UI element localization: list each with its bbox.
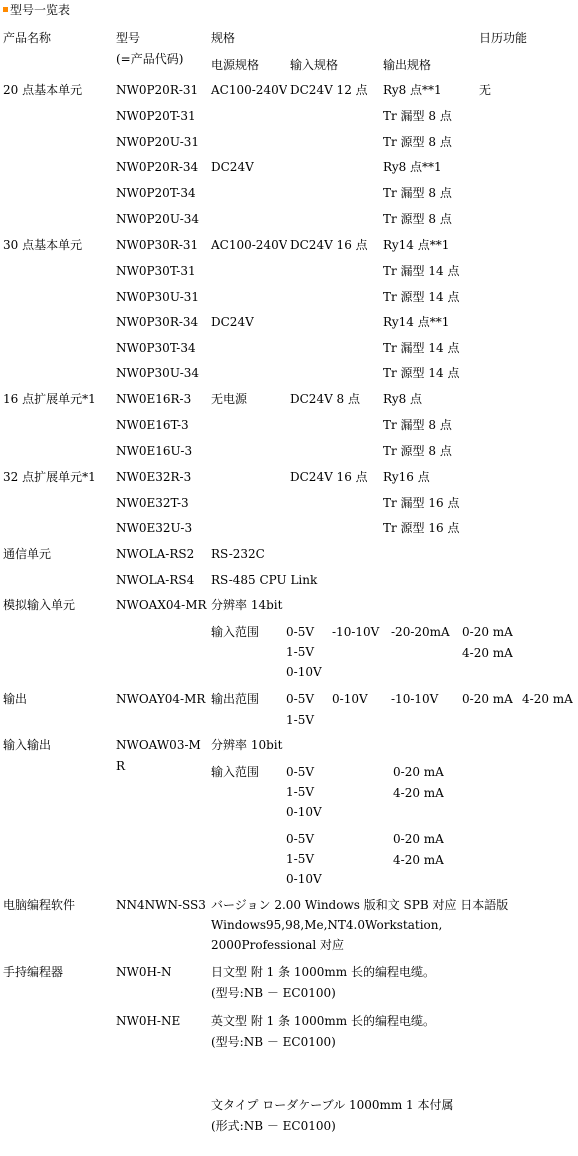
table-cell	[0, 231, 112, 384]
table-title	[3, 3, 70, 17]
table-cell	[380, 102, 475, 127]
cell-text: Tr 漏型 14 点	[383, 341, 460, 355]
cell-text: Tr 漏型 8 点	[383, 109, 452, 123]
table-cell	[208, 891, 578, 957]
cell-text: Tr 源型 8 点	[383, 212, 452, 226]
cell-text: R	[116, 759, 126, 773]
table-cell	[208, 540, 578, 565]
table-cell	[208, 566, 578, 590]
table-cell	[380, 231, 475, 256]
cell-text: 手持编程器	[3, 965, 64, 979]
table-cell	[390, 758, 578, 824]
table-cell	[0, 385, 112, 462]
table-cell	[208, 76, 286, 152]
cell-text: RS-485 CPU Link	[211, 573, 318, 587]
table-cell	[208, 958, 578, 1006]
cell-text: 电脑编程软件	[3, 898, 76, 912]
table-cell	[208, 731, 578, 757]
cell-text: 1-5V	[286, 713, 314, 727]
table-cell	[113, 958, 207, 1006]
table-cell	[388, 618, 458, 684]
cell-text: 输入范围	[211, 625, 260, 639]
table-cell	[113, 1007, 207, 1156]
table-cell	[113, 591, 207, 684]
cell-text: Windows95,98,Me,NT4.0Workstation,	[211, 918, 443, 932]
cell-text: DC24V 8 点	[290, 392, 361, 406]
table-cell	[113, 566, 207, 590]
cell-text: 0-10V	[286, 805, 322, 819]
cell-text: Ry8 点**1	[383, 160, 442, 174]
table-cell	[287, 463, 379, 539]
table-cell	[0, 24, 112, 75]
table-cell	[0, 891, 112, 957]
cell-text: NWOAW03-M	[116, 738, 201, 752]
table-cell	[380, 308, 475, 333]
cell-text: NW0P30T-31	[116, 264, 196, 278]
table-cell	[380, 179, 475, 204]
table-cell	[287, 385, 379, 462]
cell-text: 0-20 mA	[393, 765, 444, 779]
cell-text: 16 点扩展单元*1	[3, 392, 96, 406]
table-cell	[390, 825, 578, 890]
cell-text: Tr 源型 8 点	[383, 135, 452, 149]
cell-text: NWOLA-RS4	[116, 573, 195, 587]
cell-text: 产品名称	[3, 31, 52, 45]
cell-text: DC24V	[211, 315, 254, 329]
cell-text: 4-20 mA	[462, 646, 513, 660]
cell-text: NW0P20R-34	[116, 160, 199, 174]
table-cell	[380, 76, 475, 101]
table-cell	[113, 437, 207, 462]
table-cell	[380, 334, 475, 358]
cell-text: (型号:NB － EC0100)	[211, 1035, 336, 1049]
cell-text: 0-10V	[332, 692, 368, 706]
cell-text: AC100-240V	[211, 83, 288, 97]
cell-text: DC24V 16 点	[290, 238, 368, 252]
cell-text: Tr 源型 14 点	[383, 366, 460, 380]
cell-text: Ry16 点	[383, 470, 430, 484]
table-cell	[380, 385, 578, 410]
cell-text: Tr 漏型 8 点	[383, 186, 452, 200]
cell-text: 0-20 mA	[393, 832, 444, 846]
cell-text: 2000Professional 对应	[211, 938, 345, 952]
cell-text: Ry14 点**1	[383, 238, 450, 252]
table-cell	[380, 128, 475, 152]
cell-text: 电源规格	[211, 58, 260, 72]
cell-text: Ry8 点	[383, 392, 423, 406]
cell-text: 输出规格	[383, 58, 432, 72]
cell-text: DC24V 16 点	[290, 470, 368, 484]
table-cell	[329, 685, 387, 730]
table-cell	[380, 205, 475, 230]
cell-text: NW0E16R-3	[116, 392, 192, 406]
cell-text: NW0P30R-34	[116, 315, 199, 329]
cell-text: -10-10V	[391, 692, 439, 706]
cell-text: Tr 源型 14 点	[383, 290, 460, 304]
table-cell	[0, 731, 112, 890]
cell-text: NWOAX04-MR	[116, 598, 207, 612]
cell-text: AC100-240V	[211, 238, 288, 252]
table-cell	[287, 51, 379, 75]
cell-text: NW0H-N	[116, 965, 172, 979]
cell-text: (=产品代码)	[116, 52, 184, 66]
table-cell	[0, 958, 112, 1156]
table-cell	[208, 618, 282, 684]
table-cell	[208, 685, 282, 730]
cell-text: 20 点基本单元	[3, 83, 83, 97]
table-cell	[208, 825, 282, 890]
cell-text: 模拟输入单元	[3, 598, 76, 612]
cell-text: NN4NWN-SS3	[116, 898, 206, 912]
cell-text: 4-20 mA	[393, 853, 444, 867]
cell-text: NW0P20U-31	[116, 135, 200, 149]
cell-text: 无电源	[211, 392, 248, 406]
cell-text: NW0P30U-34	[116, 366, 200, 380]
table-cell	[113, 283, 207, 307]
table-cell	[287, 76, 379, 230]
cell-text: 30 点基本单元	[3, 238, 83, 252]
table-cell	[208, 153, 286, 230]
table-cell	[113, 489, 207, 513]
cell-text: 4-20 mA	[522, 692, 573, 706]
table-cell	[283, 685, 328, 730]
cell-text: 0-20 mA	[462, 625, 513, 639]
cell-text: -10-10V	[332, 625, 380, 639]
table-cell	[380, 51, 475, 75]
table-cell	[113, 334, 207, 358]
table-cell	[208, 24, 475, 50]
table-cell	[208, 51, 286, 75]
table-cell	[113, 359, 207, 384]
table-cell	[380, 359, 475, 384]
cell-text: 0-5V	[286, 692, 314, 706]
cell-text: (形式:NB － EC0100)	[211, 1119, 336, 1133]
cell-text: 4-20 mA	[393, 786, 444, 800]
title-text: 型号一览表	[10, 3, 71, 17]
table-cell	[113, 231, 207, 256]
cell-text: 规格	[211, 31, 236, 45]
cell-text: NW0E16U-3	[116, 444, 193, 458]
cell-text: (型号:NB － EC0100)	[211, 986, 336, 1000]
cell-text: 0-5V	[286, 832, 314, 846]
cell-text: Tr 漏型 8 点	[383, 418, 452, 432]
table-cell	[519, 685, 578, 730]
table-cell	[329, 618, 387, 684]
table-cell	[113, 179, 207, 204]
cell-text: NW0P20T-34	[116, 186, 196, 200]
table-cell	[113, 685, 207, 730]
cell-text: 0-10V	[286, 665, 322, 679]
table-cell	[380, 514, 578, 539]
cell-text: NW0E32T-3	[116, 496, 189, 510]
cell-text: NW0H-NE	[116, 1014, 181, 1028]
table-cell	[380, 489, 578, 513]
table-cell	[113, 102, 207, 127]
cell-text: NW0E16T-3	[116, 418, 189, 432]
table-cell	[0, 685, 112, 730]
cell-text: DC24V	[211, 160, 254, 174]
cell-text: 1-5V	[286, 785, 314, 799]
cell-text: 32 点扩展单元*1	[3, 470, 96, 484]
table-cell	[283, 618, 328, 684]
table-cell	[208, 591, 578, 617]
table-cell	[0, 76, 112, 230]
cell-text: RS-232C	[211, 547, 265, 561]
cell-text: 日历功能	[479, 31, 528, 45]
cell-text: 无	[479, 83, 492, 97]
cell-text: NW0P20T-31	[116, 109, 196, 123]
table-cell	[0, 591, 112, 684]
table-cell	[380, 463, 578, 488]
table-cell	[380, 411, 578, 436]
table-cell	[0, 540, 112, 590]
table-cell	[208, 1007, 578, 1156]
table-cell	[113, 891, 207, 957]
cell-text: NWOLA-RS2	[116, 547, 195, 561]
table-cell	[113, 76, 207, 101]
cell-text: 1-5V	[286, 645, 314, 659]
cell-text: NW0E32R-3	[116, 470, 192, 484]
table-cell	[208, 308, 286, 384]
cell-text: NW0P30U-31	[116, 290, 200, 304]
cell-text: 通信单元	[3, 547, 52, 561]
table-cell	[113, 540, 207, 565]
table-cell	[380, 437, 578, 462]
cell-text: 型号	[116, 31, 141, 45]
table-cell	[113, 257, 207, 282]
cell-text: 0-5V	[286, 765, 314, 779]
table-cell	[287, 231, 379, 384]
table-cell	[113, 411, 207, 436]
table-cell	[0, 463, 112, 539]
cell-text: バージョン 2.00 Windows 版和文 SPB 对应 日本語版	[211, 898, 509, 912]
table-cell	[208, 231, 286, 307]
cell-text: 输入规格	[290, 58, 339, 72]
cell-text: Tr 漏型 14 点	[383, 264, 460, 278]
bullet-icon	[3, 7, 8, 12]
table-cell	[113, 463, 207, 488]
cell-text: NWOAY04-MR	[116, 692, 206, 706]
cell-text: Tr 源型 8 点	[383, 444, 452, 458]
cell-text: Tr 源型 16 点	[383, 521, 460, 535]
table-cell	[283, 825, 389, 890]
table-cell	[459, 618, 578, 684]
table-cell	[380, 283, 475, 307]
cell-text: 1-5V	[286, 852, 314, 866]
table-cell	[113, 385, 207, 410]
table-cell	[113, 153, 207, 178]
cell-text: NW0P30R-31	[116, 238, 199, 252]
cell-text: 0-20 mA	[462, 692, 513, 706]
cell-text: DC24V 12 点	[290, 83, 368, 97]
table-cell	[208, 385, 286, 539]
table-cell	[113, 24, 207, 75]
cell-text: 日文型 附 1 条 1000mm 长的编程电缆。	[211, 965, 436, 979]
cell-text: NW0E32U-3	[116, 521, 193, 535]
table-cell	[113, 205, 207, 230]
cell-text: 输出范围	[211, 692, 260, 706]
table-cell	[208, 758, 282, 824]
cell-text: NW0P20R-31	[116, 83, 199, 97]
cell-text: 分辨率 14bit	[211, 598, 283, 612]
cell-text: 输入范围	[211, 765, 260, 779]
cell-text: NW0P30T-34	[116, 341, 196, 355]
table-cell	[388, 685, 458, 730]
cell-text: 分辨率 10bit	[211, 738, 283, 752]
table-cell	[380, 257, 475, 282]
cell-text: 0-5V	[286, 625, 314, 639]
cell-text: NW0P20U-34	[116, 212, 200, 226]
table-cell	[113, 731, 207, 890]
cell-text: 0-10V	[286, 872, 322, 886]
table-cell	[476, 24, 578, 75]
cell-text: 英文型 附 1 条 1000mm 长的编程电缆。	[211, 1014, 436, 1028]
cell-text: Tr 漏型 16 点	[383, 496, 460, 510]
table-cell	[283, 758, 389, 824]
cell-text: 输入输出	[3, 738, 52, 752]
table-cell	[113, 308, 207, 333]
cell-text: 输出	[3, 692, 28, 706]
table-cell	[476, 76, 578, 384]
cell-text: Ry14 点**1	[383, 315, 450, 329]
table-cell	[380, 153, 475, 178]
table-cell	[113, 514, 207, 539]
cell-text: -20-20mA	[391, 625, 450, 639]
table-cell	[459, 685, 518, 730]
cell-text: 文タイプ ローダケーブル 1000mm 1 本付属	[211, 1098, 454, 1112]
table-cell	[113, 128, 207, 152]
cell-text: Ry8 点**1	[383, 83, 442, 97]
